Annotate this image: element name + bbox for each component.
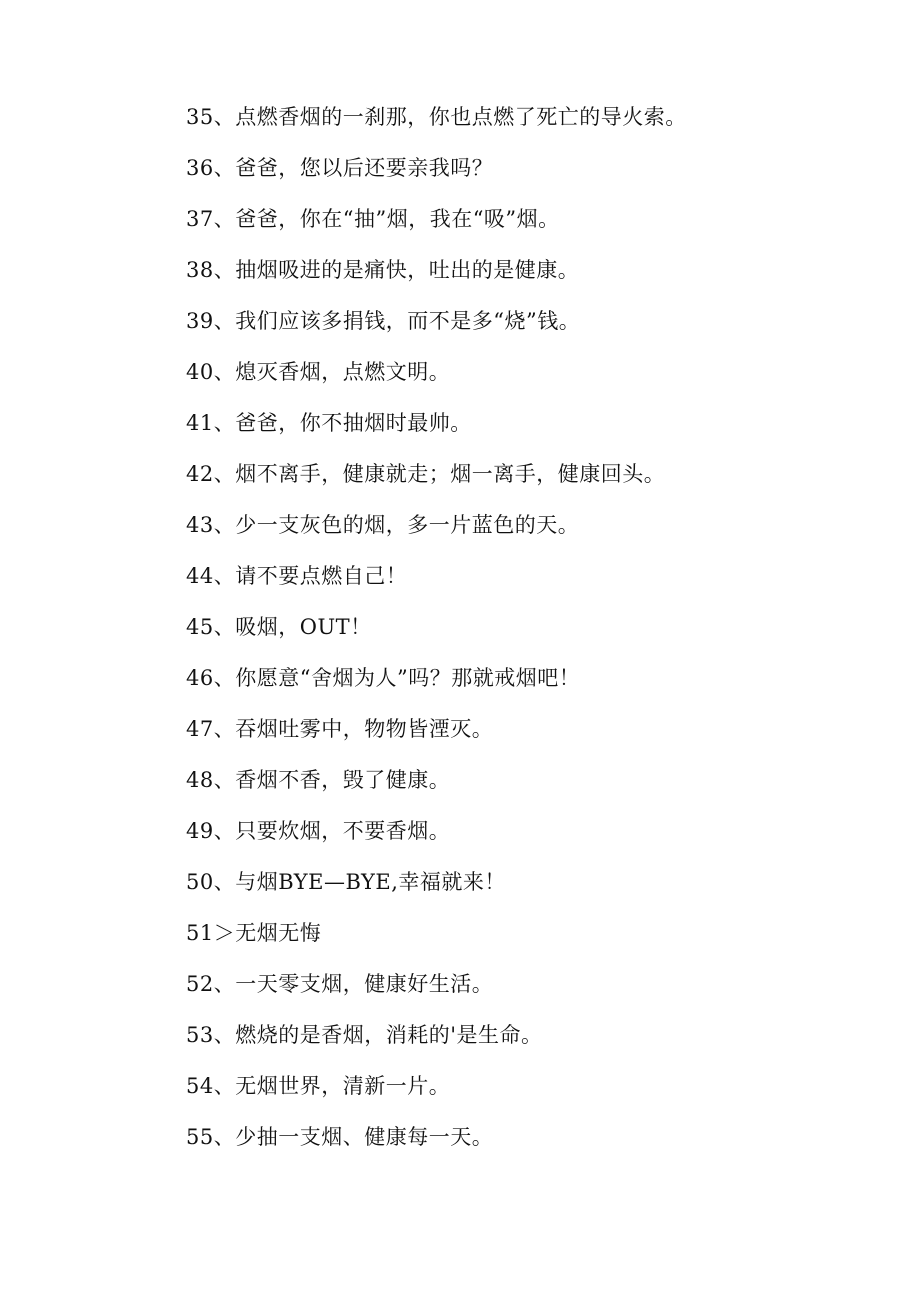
slogan-line: 47、吞烟吐雾中，物物皆湮灭。 [186,717,494,741]
slogan-list [186,99,866,1170]
slogan-line: 44、请不要点燃自己！ [186,564,408,588]
slogan-line: 43、少一支灰色的烟，多一片蓝色的天。 [186,513,580,537]
slogan-line: 38、抽烟吸进的是痛快，吐出的是健康。 [186,258,580,282]
slogan-line: 42、烟不离手，健康就走；烟一离手，健康回头。 [186,462,666,486]
slogan-line: 36、爸爸，您以后还要亲我吗？ [186,156,494,180]
slogan-line: 40、熄灭香烟，点燃文明。 [186,360,451,384]
slogan-line: 48、香烟不香，毁了健康。 [186,768,451,792]
slogan-line: 49、只要炊烟，不要香烟。 [186,819,451,843]
slogan-line: 52、一天零支烟，健康好生活。 [186,972,494,996]
slogan-line: 39、我们应该多捐钱，而不是多“烧”钱。 [186,309,581,333]
slogan-line: 37、爸爸，你在“抽”烟，我在“吸”烟。 [186,207,560,231]
slogan-line: 51＞无烟无悔 [186,921,322,945]
slogan-line: 46、你愿意“舍烟为人”吗？那就戒烟吧！ [186,666,581,690]
slogan-line: 55、少抽一支烟、健康每一天。 [186,1125,494,1149]
slogan-line: 54、无烟世界，清新一片。 [186,1074,451,1098]
slogan-line: 35、点燃香烟的一刹那，你也点燃了死亡的导火索。 [186,105,687,129]
slogan-line: 50、与烟BYE—BYE,幸福就来！ [186,870,506,894]
slogan-line: 53、燃烧的是香烟，消耗的'是生命。 [186,1023,543,1047]
slogan-line: 41、爸爸，你不抽烟时最帅。 [186,411,472,435]
slogan-line: 45、吸烟，OUT！ [186,615,372,639]
